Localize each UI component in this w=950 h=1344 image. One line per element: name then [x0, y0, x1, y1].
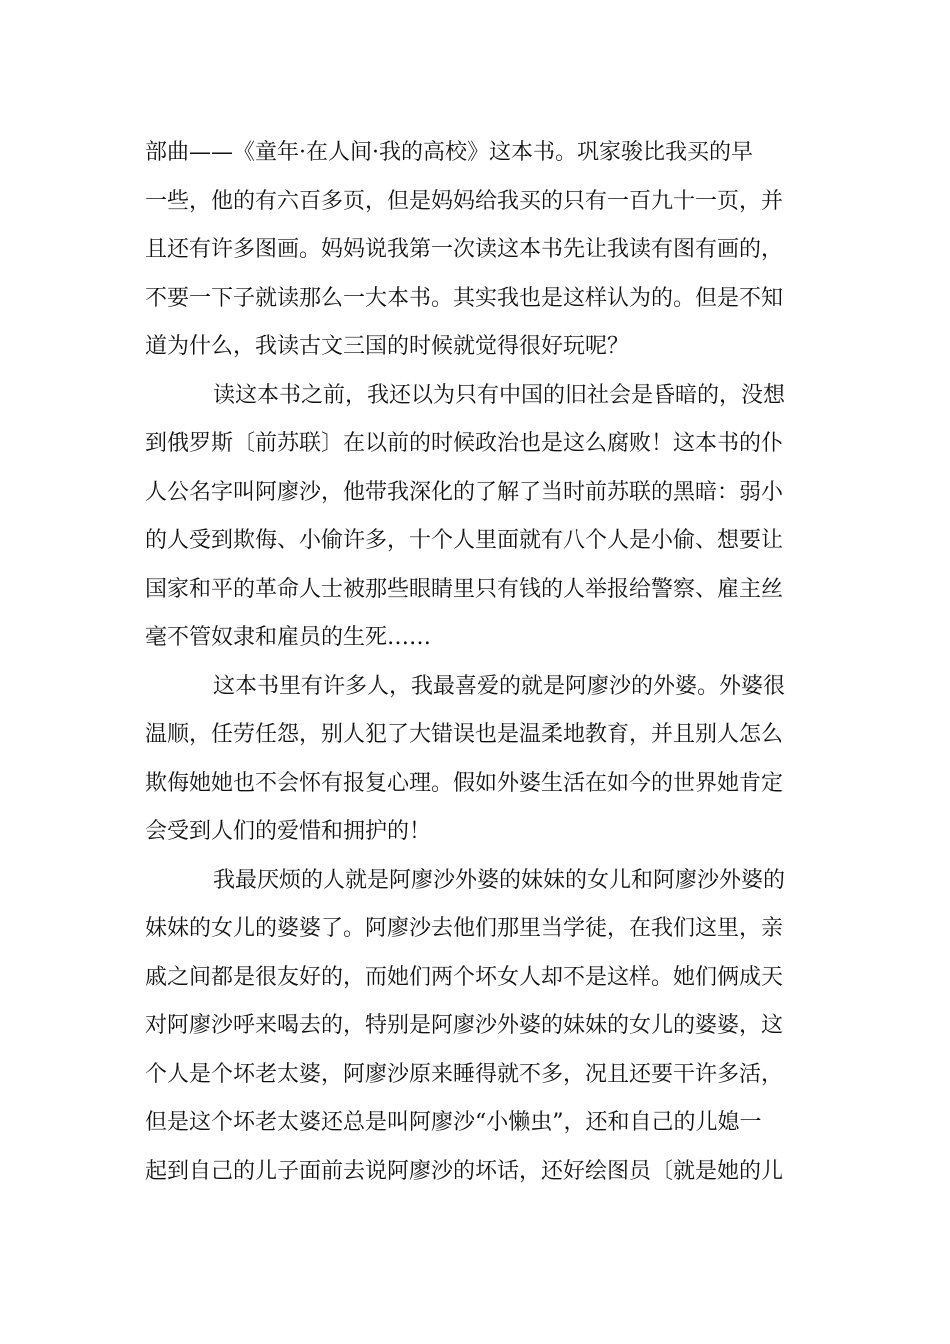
paragraph-4-line-1: 我最厌烦的人就是阿廖沙外婆的妹妹的女儿和阿廖沙外婆的: [213, 867, 786, 893]
paragraph-4-line-3: 戚之间都是很友好的，而她们两个坏女人却不是这样。她们俩成天: [145, 964, 784, 990]
paragraph-1-line-4: 不要一下子就读那么一大本书。其实我也是这样认为的。但是不知: [145, 285, 784, 311]
paragraph-1-line-2: 一些，他的有六百多页，但是妈妈给我买的只有一百九十一页，并: [145, 188, 784, 214]
paragraph-3-line-4: 会受到人们的爱惜和拥护的！: [145, 819, 432, 844]
paragraph-3-line-1: 这本书里有许多人，我最喜爱的就是阿廖沙的外婆。外婆很: [213, 673, 786, 699]
paragraph-3-line-2: 温顺，任劳任怨，别人犯了大错误也是温柔地教育，并且别人怎么: [145, 722, 784, 747]
paragraph-2-line-2: 到俄罗斯〔前苏联〕在以前的时候政治也是这么腐败！这本书的仆: [145, 431, 784, 456]
paragraph-1-line-5: 道为什么，我读古文三国的时候就觉得很好玩呢？: [145, 334, 630, 359]
paragraph-2-line-6: 毫不管奴隶和雇员的生死……: [145, 625, 432, 650]
paragraph-4-line-2: 妹妹的女儿的婆婆了。阿廖沙去他们那里当学徒，在我们这里，亲: [145, 916, 784, 941]
paragraph-4-line-6: 但是这个坏老太婆还总是叫阿廖沙“小懒虫”，还和自己的儿媳一: [145, 1110, 762, 1135]
paragraph-2-line-4: 的人受到欺侮、小偷许多，十个人里面就有八个人是小偷、想要让: [145, 528, 784, 553]
paragraph-1-line-1: 部曲——《童年·在人间·我的高校》这本书。巩家骏比我买的早: [145, 140, 753, 165]
paragraph-2-line-1: 读这本书之前，我还以为只有中国的旧社会是昏暗的，没想: [213, 382, 786, 408]
paragraph-2-line-5: 国家和平的革命人士被那些眼睛里只有钱的人举报给警察、雇主丝: [145, 576, 784, 602]
paragraph-1-line-3: 且还有许多图画。妈妈说我第一次读这本书先让我读有图有画的，: [145, 237, 784, 262]
paragraph-4-line-5: 个人是个坏老太婆，阿廖沙原来睡得就不多，况且还要干许多活，: [145, 1061, 784, 1087]
paragraph-2-line-3: 人公名字叫阿廖沙，他带我深化的了解了当时前苏联的黑暗：弱小: [145, 479, 784, 505]
paragraph-3-line-3: 欺侮她她也不会怀有报复心理。假如外婆生活在如今的世界她肯定: [145, 770, 784, 796]
paragraph-4-line-7: 起到自己的儿子面前去说阿廖沙的坏话，还好绘图员〔就是她的儿: [145, 1158, 784, 1184]
paragraph-4-line-4: 对阿廖沙呼来喝去的，特别是阿廖沙外婆的妹妹的女儿的婆婆，这: [145, 1013, 784, 1038]
document-body: [145, 129, 815, 1196]
